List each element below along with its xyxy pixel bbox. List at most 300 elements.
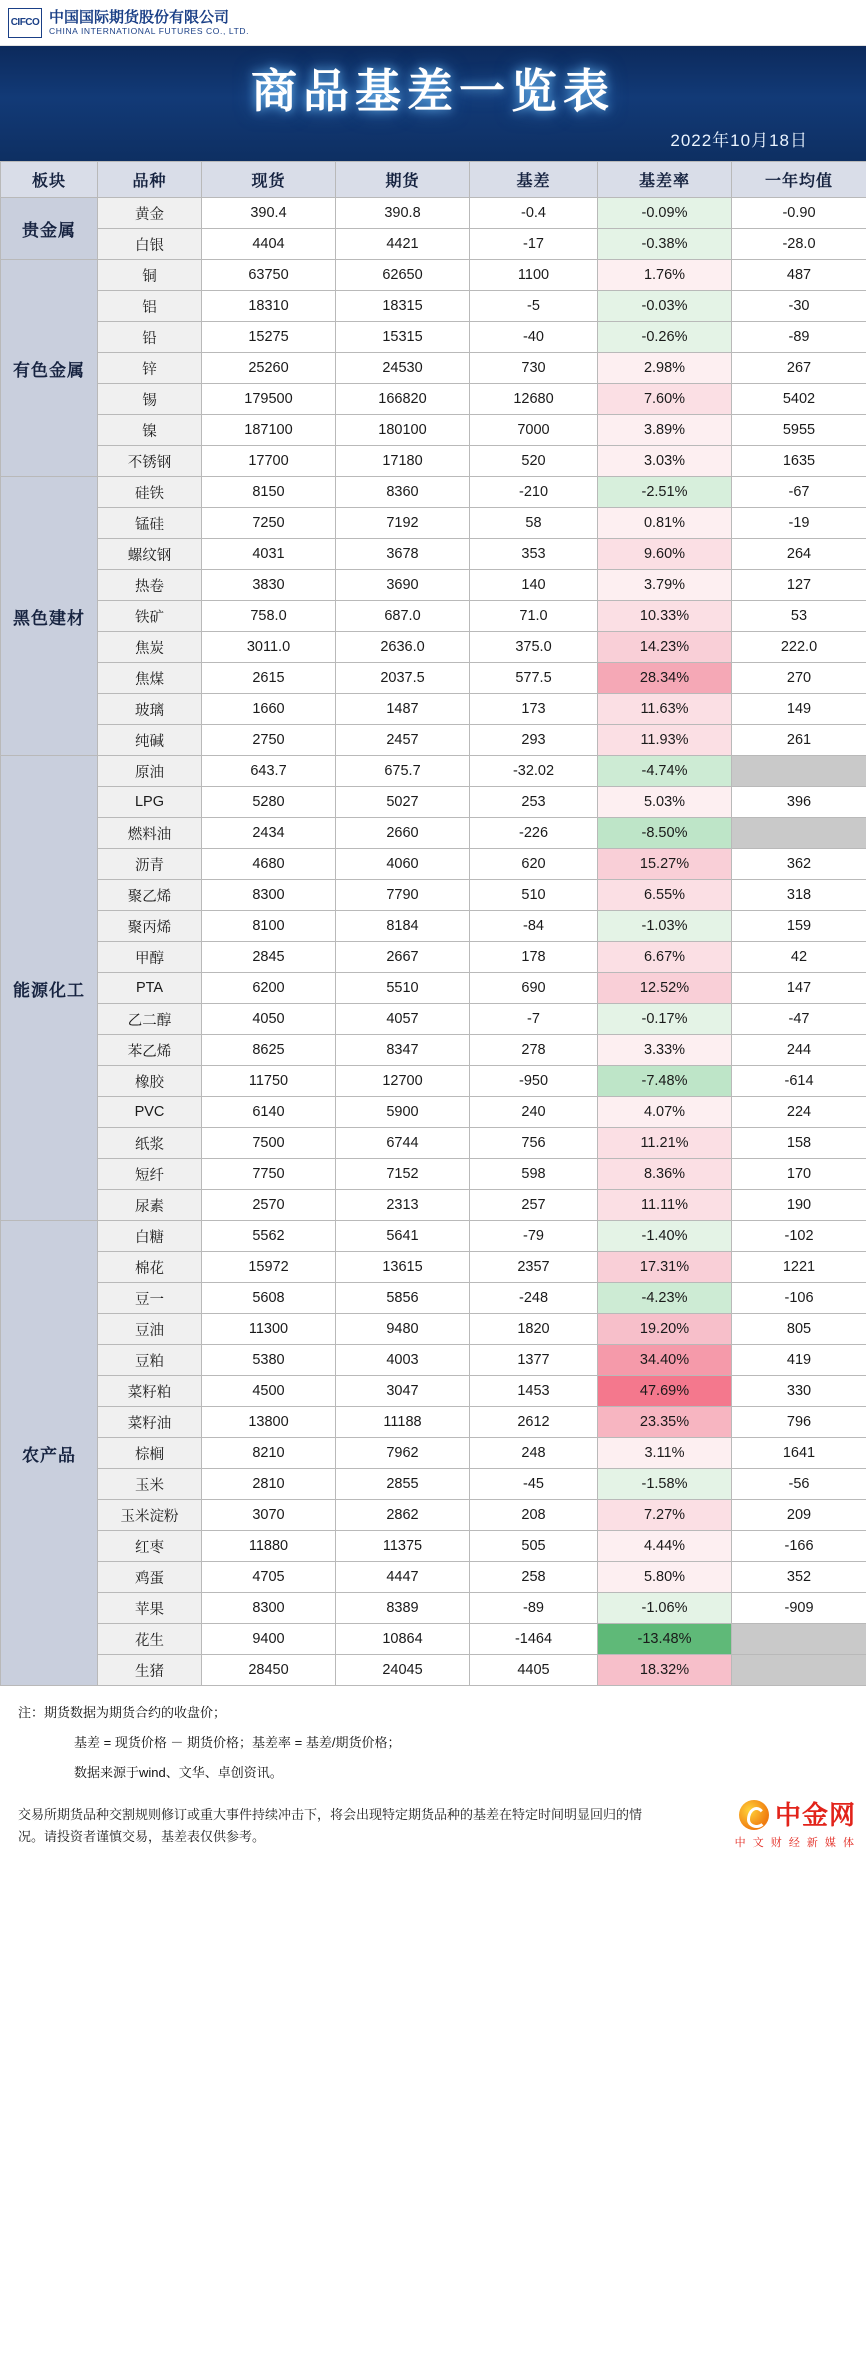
table-row <box>1 1283 866 1314</box>
table-row <box>1 1035 866 1066</box>
spot-price-cell: 179500 <box>202 384 336 415</box>
basis-cell: -40 <box>470 322 598 353</box>
table-row <box>1 1376 866 1407</box>
table-row <box>1 973 866 1004</box>
spot-price-cell: 187100 <box>202 415 336 446</box>
basis-cell: -0.4 <box>470 198 598 229</box>
variety-cell: 尿素 <box>98 1190 202 1221</box>
year-average-cell: 42 <box>732 942 866 973</box>
basis-rate-cell: 6.55% <box>598 880 732 911</box>
futures-price-cell: 8389 <box>336 1593 470 1624</box>
flame-icon <box>739 1800 769 1830</box>
basis-rate-cell: 8.36% <box>598 1159 732 1190</box>
basis-cell: -210 <box>470 477 598 508</box>
variety-cell: 铁矿 <box>98 601 202 632</box>
variety-cell: 焦炭 <box>98 632 202 663</box>
basis-rate-cell: 7.27% <box>598 1500 732 1531</box>
futures-price-cell: 5856 <box>336 1283 470 1314</box>
table-row <box>1 1345 866 1376</box>
report-date: 2022年10月18日 <box>670 131 808 150</box>
table-row <box>1 384 866 415</box>
variety-cell: 原油 <box>98 756 202 787</box>
variety-cell: 热卷 <box>98 570 202 601</box>
notes-block <box>0 1686 866 1794</box>
table-row <box>1 663 866 694</box>
table-row <box>1 880 866 911</box>
spot-price-cell: 4404 <box>202 229 336 260</box>
year-average-cell: -89 <box>732 322 866 353</box>
futures-price-cell: 24530 <box>336 353 470 384</box>
year-average-cell: -909 <box>732 1593 866 1624</box>
basis-rate-cell: -13.48% <box>598 1624 732 1655</box>
futures-price-cell: 5027 <box>336 787 470 818</box>
variety-cell: 花生 <box>98 1624 202 1655</box>
basis-rate-cell: 10.33% <box>598 601 732 632</box>
basis-cell: 58 <box>470 508 598 539</box>
year-average-cell: 127 <box>732 570 866 601</box>
futures-price-cell: 180100 <box>336 415 470 446</box>
futures-price-cell: 2457 <box>336 725 470 756</box>
basis-cell: 520 <box>470 446 598 477</box>
basis-cell: 240 <box>470 1097 598 1128</box>
table-row <box>1 601 866 632</box>
note-line-1: 注：期货数据为期货合约的收盘价； <box>18 1705 227 1720</box>
table-row <box>1 1500 866 1531</box>
futures-price-cell: 2667 <box>336 942 470 973</box>
year-average-cell <box>732 1655 866 1686</box>
futures-price-cell: 4003 <box>336 1345 470 1376</box>
futures-price-cell: 24045 <box>336 1655 470 1686</box>
table-row <box>1 570 866 601</box>
futures-price-cell: 18315 <box>336 291 470 322</box>
basis-rate-cell: 3.33% <box>598 1035 732 1066</box>
variety-cell: 红枣 <box>98 1531 202 1562</box>
variety-cell: 铜 <box>98 260 202 291</box>
spot-price-cell: 4680 <box>202 849 336 880</box>
spot-price-cell: 1660 <box>202 694 336 725</box>
basis-rate-cell: 6.67% <box>598 942 732 973</box>
variety-cell: 棕榈 <box>98 1438 202 1469</box>
futures-price-cell: 11188 <box>336 1407 470 1438</box>
spot-price-cell: 390.4 <box>202 198 336 229</box>
variety-cell: 苹果 <box>98 1593 202 1624</box>
spot-price-cell: 2615 <box>202 663 336 694</box>
basis-cell: 4405 <box>470 1655 598 1686</box>
table-row <box>1 787 866 818</box>
futures-price-cell: 687.0 <box>336 601 470 632</box>
spot-price-cell: 643.7 <box>202 756 336 787</box>
spot-price-cell: 18310 <box>202 291 336 322</box>
year-average-cell <box>732 1624 866 1655</box>
variety-cell: 硅铁 <box>98 477 202 508</box>
spot-price-cell: 17700 <box>202 446 336 477</box>
variety-cell: 锰硅 <box>98 508 202 539</box>
variety-cell: 菜籽粕 <box>98 1376 202 1407</box>
column-header-variety: 品种 <box>98 162 202 198</box>
variety-cell: 乙二醇 <box>98 1004 202 1035</box>
basis-rate-cell: -1.58% <box>598 1469 732 1500</box>
futures-price-cell: 3690 <box>336 570 470 601</box>
sector-cell: 黑色建材 <box>1 477 98 756</box>
basis-cell: 253 <box>470 787 598 818</box>
variety-cell: 白银 <box>98 229 202 260</box>
spot-price-cell: 6140 <box>202 1097 336 1128</box>
futures-price-cell: 4447 <box>336 1562 470 1593</box>
basis-cell: 690 <box>470 973 598 1004</box>
spot-price-cell: 5280 <box>202 787 336 818</box>
year-average-cell: -30 <box>732 291 866 322</box>
basis-cell: 178 <box>470 942 598 973</box>
year-average-cell: 267 <box>732 353 866 384</box>
basis-rate-cell: -0.17% <box>598 1004 732 1035</box>
futures-price-cell: 8360 <box>336 477 470 508</box>
basis-cell: 2612 <box>470 1407 598 1438</box>
year-average-cell: 222.0 <box>732 632 866 663</box>
basis-cell: 257 <box>470 1190 598 1221</box>
year-average-cell: 805 <box>732 1314 866 1345</box>
spot-price-cell: 11880 <box>202 1531 336 1562</box>
variety-cell: 聚乙烯 <box>98 880 202 911</box>
spot-price-cell: 2845 <box>202 942 336 973</box>
table-row <box>1 1221 866 1252</box>
futures-price-cell: 3047 <box>336 1376 470 1407</box>
year-average-cell: -614 <box>732 1066 866 1097</box>
year-average-cell: -19 <box>732 508 866 539</box>
variety-cell: 玉米淀粉 <box>98 1500 202 1531</box>
spot-price-cell: 11300 <box>202 1314 336 1345</box>
year-average-cell: 487 <box>732 260 866 291</box>
page-title: 商品基差一览表 <box>251 66 615 117</box>
basis-rate-cell: 28.34% <box>598 663 732 694</box>
table-row <box>1 1314 866 1345</box>
basis-cell: -17 <box>470 229 598 260</box>
variety-cell: 镍 <box>98 415 202 446</box>
company-name-en: CHINA INTERNATIONAL FUTURES CO., LTD. <box>49 25 250 36</box>
variety-cell: 豆一 <box>98 1283 202 1314</box>
basis-rate-cell: 1.76% <box>598 260 732 291</box>
basis-rate-cell: -0.26% <box>598 322 732 353</box>
year-average-cell: 149 <box>732 694 866 725</box>
futures-price-cell: 1487 <box>336 694 470 725</box>
futures-price-cell: 4421 <box>336 229 470 260</box>
year-average-cell: 53 <box>732 601 866 632</box>
table-row <box>1 1004 866 1035</box>
table-row <box>1 849 866 880</box>
year-average-cell: 158 <box>732 1128 866 1159</box>
table-row <box>1 818 866 849</box>
sector-cell: 农产品 <box>1 1221 98 1686</box>
futures-price-cell: 10864 <box>336 1624 470 1655</box>
futures-price-cell: 390.8 <box>336 198 470 229</box>
variety-cell: 螺纹钢 <box>98 539 202 570</box>
basis-rate-cell: 9.60% <box>598 539 732 570</box>
spot-price-cell: 63750 <box>202 260 336 291</box>
basis-cell: 208 <box>470 1500 598 1531</box>
table-row <box>1 477 866 508</box>
basis-rate-cell: 11.11% <box>598 1190 732 1221</box>
spot-price-cell: 28450 <box>202 1655 336 1686</box>
basis-rate-cell: -7.48% <box>598 1066 732 1097</box>
spot-price-cell: 15275 <box>202 322 336 353</box>
table-row <box>1 322 866 353</box>
variety-cell: 不锈钢 <box>98 446 202 477</box>
table-row <box>1 1438 866 1469</box>
table-body <box>1 198 866 1686</box>
basis-rate-cell: 14.23% <box>598 632 732 663</box>
year-average-cell: 270 <box>732 663 866 694</box>
futures-price-cell: 5510 <box>336 973 470 1004</box>
variety-cell: 橡胶 <box>98 1066 202 1097</box>
table-row <box>1 725 866 756</box>
variety-cell: 玉米 <box>98 1469 202 1500</box>
column-header-basis: 基差 <box>470 162 598 198</box>
spot-price-cell: 13800 <box>202 1407 336 1438</box>
basis-cell: 293 <box>470 725 598 756</box>
spot-price-cell: 2750 <box>202 725 336 756</box>
column-header-basisrate: 基差率 <box>598 162 732 198</box>
table-row <box>1 756 866 787</box>
year-average-cell: 796 <box>732 1407 866 1438</box>
company-logo: CIFCO <box>8 8 42 38</box>
futures-price-cell: 17180 <box>336 446 470 477</box>
futures-price-cell: 9480 <box>336 1314 470 1345</box>
year-average-cell: 330 <box>732 1376 866 1407</box>
year-average-cell: 419 <box>732 1345 866 1376</box>
basis-rate-cell: -1.40% <box>598 1221 732 1252</box>
year-average-cell <box>732 756 866 787</box>
futures-price-cell: 8347 <box>336 1035 470 1066</box>
spot-price-cell: 8300 <box>202 880 336 911</box>
variety-cell: 纯碱 <box>98 725 202 756</box>
spot-price-cell: 4050 <box>202 1004 336 1035</box>
basis-cell: 1377 <box>470 1345 598 1376</box>
basis-rate-cell: 7.60% <box>598 384 732 415</box>
variety-cell: 棉花 <box>98 1252 202 1283</box>
futures-price-cell: 5641 <box>336 1221 470 1252</box>
table-row <box>1 1066 866 1097</box>
basis-cell: 173 <box>470 694 598 725</box>
futures-price-cell: 2636.0 <box>336 632 470 663</box>
basis-cell: -7 <box>470 1004 598 1035</box>
table-row <box>1 1531 866 1562</box>
column-header-yearavg: 一年均值 <box>732 162 866 198</box>
spot-price-cell: 8300 <box>202 1593 336 1624</box>
year-average-cell: 318 <box>732 880 866 911</box>
table-row <box>1 353 866 384</box>
spot-price-cell: 8150 <box>202 477 336 508</box>
futures-price-cell: 4057 <box>336 1004 470 1035</box>
table-row <box>1 508 866 539</box>
futures-price-cell: 2862 <box>336 1500 470 1531</box>
spot-price-cell: 4705 <box>202 1562 336 1593</box>
spot-price-cell: 3011.0 <box>202 632 336 663</box>
table-row <box>1 911 866 942</box>
basis-cell: 258 <box>470 1562 598 1593</box>
futures-price-cell: 6744 <box>336 1128 470 1159</box>
year-average-cell <box>732 818 866 849</box>
futures-price-cell: 4060 <box>336 849 470 880</box>
column-header-futures: 期货 <box>336 162 470 198</box>
variety-cell: 白糖 <box>98 1221 202 1252</box>
basis-cell: 71.0 <box>470 601 598 632</box>
variety-cell: 豆油 <box>98 1314 202 1345</box>
variety-cell: 铅 <box>98 322 202 353</box>
basis-cell: 505 <box>470 1531 598 1562</box>
sector-cell: 贵金属 <box>1 198 98 260</box>
basis-cell: 1820 <box>470 1314 598 1345</box>
basis-cell: 620 <box>470 849 598 880</box>
variety-cell: 沥青 <box>98 849 202 880</box>
basis-cell: 375.0 <box>470 632 598 663</box>
futures-price-cell: 13615 <box>336 1252 470 1283</box>
year-average-cell: -102 <box>732 1221 866 1252</box>
spot-price-cell: 25260 <box>202 353 336 384</box>
brand-watermark <box>660 1800 856 1854</box>
variety-cell: 生猪 <box>98 1655 202 1686</box>
footer-block <box>0 1794 866 1860</box>
year-average-cell: -0.90 <box>732 198 866 229</box>
variety-cell: PVC <box>98 1097 202 1128</box>
basis-rate-cell: 4.44% <box>598 1531 732 1562</box>
table-row <box>1 694 866 725</box>
futures-price-cell: 3678 <box>336 539 470 570</box>
year-average-cell: 352 <box>732 1562 866 1593</box>
basis-cell: -84 <box>470 911 598 942</box>
basis-rate-cell: 23.35% <box>598 1407 732 1438</box>
spot-price-cell: 8100 <box>202 911 336 942</box>
basis-rate-cell: -1.06% <box>598 1593 732 1624</box>
basis-rate-cell: -0.09% <box>598 198 732 229</box>
spot-price-cell: 4500 <box>202 1376 336 1407</box>
variety-cell: 铝 <box>98 291 202 322</box>
basis-cell: -5 <box>470 291 598 322</box>
spot-price-cell: 8625 <box>202 1035 336 1066</box>
basis-rate-cell: 5.80% <box>598 1562 732 1593</box>
basis-cell: 353 <box>470 539 598 570</box>
basis-cell: -248 <box>470 1283 598 1314</box>
spot-price-cell: 7250 <box>202 508 336 539</box>
year-average-cell: 5402 <box>732 384 866 415</box>
futures-price-cell: 7152 <box>336 1159 470 1190</box>
basis-cell: -1464 <box>470 1624 598 1655</box>
variety-cell: 短纤 <box>98 1159 202 1190</box>
basis-rate-cell: 47.69% <box>598 1376 732 1407</box>
futures-price-cell: 7962 <box>336 1438 470 1469</box>
futures-price-cell: 62650 <box>336 260 470 291</box>
note-line-2: 基差 = 现货价格 － 期货价格；基差率 = 基差/期货价格； <box>74 1735 401 1750</box>
year-average-cell: -67 <box>732 477 866 508</box>
futures-price-cell: 7790 <box>336 880 470 911</box>
basis-rate-cell: 4.07% <box>598 1097 732 1128</box>
basis-rate-cell: 19.20% <box>598 1314 732 1345</box>
variety-cell: 锡 <box>98 384 202 415</box>
basis-rate-cell: -0.38% <box>598 229 732 260</box>
table-row <box>1 198 866 229</box>
basis-rate-cell: 3.03% <box>598 446 732 477</box>
basis-rate-cell: 34.40% <box>598 1345 732 1376</box>
variety-cell: 纸浆 <box>98 1128 202 1159</box>
table-row <box>1 1128 866 1159</box>
futures-price-cell: 11375 <box>336 1531 470 1562</box>
table-row <box>1 1593 866 1624</box>
basis-cell: -79 <box>470 1221 598 1252</box>
spot-price-cell: 8210 <box>202 1438 336 1469</box>
table-row <box>1 1655 866 1686</box>
basis-rate-cell: -4.23% <box>598 1283 732 1314</box>
spot-price-cell: 7500 <box>202 1128 336 1159</box>
spot-price-cell: 2434 <box>202 818 336 849</box>
basis-rate-cell: -2.51% <box>598 477 732 508</box>
basis-table <box>0 161 866 1686</box>
basis-cell: 510 <box>470 880 598 911</box>
variety-cell: 锌 <box>98 353 202 384</box>
table-row <box>1 446 866 477</box>
table-row <box>1 1190 866 1221</box>
table-row <box>1 1159 866 1190</box>
futures-price-cell: 7192 <box>336 508 470 539</box>
variety-cell: 燃料油 <box>98 818 202 849</box>
basis-rate-cell: 17.31% <box>598 1252 732 1283</box>
table-row <box>1 1562 866 1593</box>
table-row <box>1 1407 866 1438</box>
table-row <box>1 1469 866 1500</box>
year-average-cell: -106 <box>732 1283 866 1314</box>
basis-rate-cell: 11.93% <box>598 725 732 756</box>
spot-price-cell: 2810 <box>202 1469 336 1500</box>
basis-cell: -32.02 <box>470 756 598 787</box>
basis-cell: -89 <box>470 1593 598 1624</box>
footer-line-1: 交易所期货品种交割规则修订或重大事件持续冲击下，将会出现特定期货品种的基差在特定时间明显回归的情 <box>18 1807 643 1822</box>
spot-price-cell: 3070 <box>202 1500 336 1531</box>
brand-name: 中金网 <box>774 1800 856 1830</box>
year-average-cell: 159 <box>732 911 866 942</box>
variety-cell: LPG <box>98 787 202 818</box>
spot-price-cell: 758.0 <box>202 601 336 632</box>
footer-line-2: 况。请投资者谨慎交易，基差表仅供参考。 <box>18 1829 266 1844</box>
year-average-cell: 362 <box>732 849 866 880</box>
variety-cell: 菜籽油 <box>98 1407 202 1438</box>
table-row <box>1 229 866 260</box>
variety-cell: 聚丙烯 <box>98 911 202 942</box>
year-average-cell: 1641 <box>732 1438 866 1469</box>
year-average-cell: 261 <box>732 725 866 756</box>
spot-price-cell: 4031 <box>202 539 336 570</box>
futures-price-cell: 12700 <box>336 1066 470 1097</box>
variety-cell: 黄金 <box>98 198 202 229</box>
spot-price-cell: 3830 <box>202 570 336 601</box>
basis-cell: 1100 <box>470 260 598 291</box>
variety-cell: PTA <box>98 973 202 1004</box>
futures-price-cell: 675.7 <box>336 756 470 787</box>
basis-cell: 140 <box>470 570 598 601</box>
basis-cell: 730 <box>470 353 598 384</box>
basis-rate-cell: -0.03% <box>598 291 732 322</box>
table-row <box>1 1624 866 1655</box>
basis-rate-cell: 12.52% <box>598 973 732 1004</box>
basis-cell: -226 <box>470 818 598 849</box>
basis-cell: 12680 <box>470 384 598 415</box>
year-average-cell: -47 <box>732 1004 866 1035</box>
futures-price-cell: 2855 <box>336 1469 470 1500</box>
variety-cell: 苯乙烯 <box>98 1035 202 1066</box>
company-name-cn: 中国国际期货股份有限公司 <box>49 8 230 26</box>
basis-rate-cell: 15.27% <box>598 849 732 880</box>
basis-rate-cell: 3.11% <box>598 1438 732 1469</box>
year-average-cell: 1221 <box>732 1252 866 1283</box>
basis-cell: 1453 <box>470 1376 598 1407</box>
futures-price-cell: 2660 <box>336 818 470 849</box>
spot-price-cell: 2570 <box>202 1190 336 1221</box>
